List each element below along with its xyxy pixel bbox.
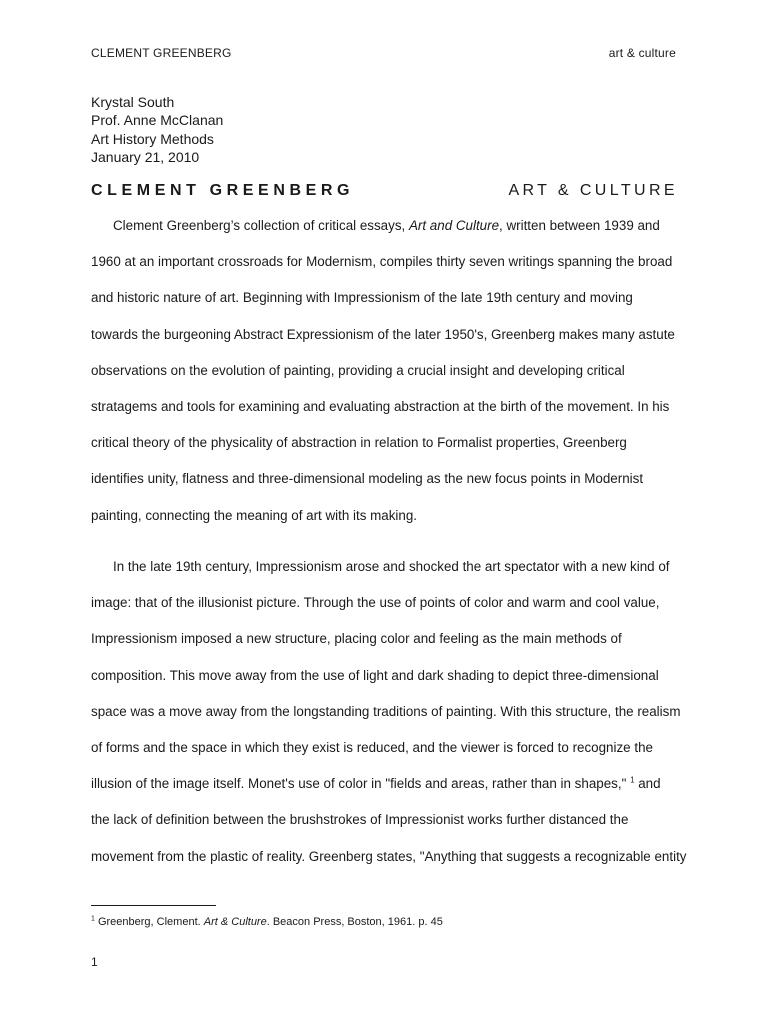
title-left: CLEMENT GREENBERG xyxy=(91,182,355,199)
document-date: January 21, 2010 xyxy=(91,148,200,165)
text-run: , written between 1939 and xyxy=(499,218,660,233)
header-left-text: CLEMENT GREENBERG xyxy=(91,46,232,60)
paragraph-line: composition. This move away from the use of light and dark shading to depict three-dimensional xyxy=(91,667,659,683)
paragraph-line xyxy=(91,208,683,244)
footnote xyxy=(91,916,443,928)
title-right: ART & CULTURE xyxy=(508,182,678,199)
paragraph-line: observations on the evolution of painting, providing a crucial insight and developing critical xyxy=(91,362,625,378)
author-block xyxy=(91,93,223,166)
professor-name: Prof. Anne McClanan xyxy=(91,112,224,129)
header-right-text: art & culture xyxy=(608,46,676,60)
paragraph-line: identifies unity, flatness and three-dimensional modeling as the new focus points in Modernist xyxy=(91,471,644,487)
paragraph-line: stratagems and tools for examining and evaluating abstraction at the birth of the movement. In his xyxy=(91,398,670,414)
paragraph-2 xyxy=(91,549,687,875)
paragraph-line: 1960 at an important crossroads for Modernism, compiles thirty seven writings spanning the broad xyxy=(91,254,673,270)
course-name: Art History Methods xyxy=(91,130,214,147)
paragraph-line xyxy=(91,766,683,802)
paragraph-line: towards the burgeoning Abstract Expressionism of the later 1950's, Greenberg makes many astute xyxy=(91,326,675,342)
book-title-italic: Art and Culture xyxy=(408,218,500,233)
paragraph-line: space was a move away from the longstanding traditions of painting. With this structure, the realism xyxy=(91,703,681,719)
footnote-book-title: Art & Culture xyxy=(203,916,267,928)
text-run: Clement Greenberg’s collection of critical essays, xyxy=(113,218,409,233)
text-run: Greenberg, Clement. xyxy=(94,916,204,928)
paragraph-line: of forms and the space in which they exist is reduced, and the viewer is forced to recognize the xyxy=(91,739,653,755)
page-number: 1 xyxy=(91,955,98,969)
text-run: . Beacon Press, Boston, 1961. p. 45 xyxy=(266,916,443,928)
paragraph-line: critical theory of the physicality of abstraction in relation to Formalist properties, Greenberg xyxy=(91,435,627,451)
paragraph-line: movement from the plastic of reality. Greenberg states, "Anything that suggests a recognizable entity xyxy=(91,848,687,864)
text-run: and xyxy=(634,776,661,792)
paragraph-line: image: that of the illusionist picture. Through the use of points of color and warm and cool value, xyxy=(91,595,660,611)
paragraph-1 xyxy=(91,208,683,534)
text-run: illusion of the image itself. Monet's use of color in "fields and areas, rather than in shapes," xyxy=(91,776,631,792)
paragraph-line: and historic nature of art. Beginning with Impressionism of the late 19th century and moving xyxy=(91,290,633,306)
footnote-reference[interactable]: 1 xyxy=(630,775,635,785)
paragraph-line: In the late 19th century, Impressionism arose and shocked the art spectator with a new kind of xyxy=(113,559,670,574)
student-name: Krystal South xyxy=(91,94,175,110)
paragraph-line: the lack of definition between the brushstrokes of Impressionist works further distanced the xyxy=(91,812,629,828)
paragraph-line: Impressionism imposed a new structure, placing color and feeling as the main methods of xyxy=(91,631,622,647)
paragraph-line: painting, connecting the meaning of art with its making. xyxy=(91,507,418,523)
footnote-divider xyxy=(91,905,216,906)
footnote-number: 1 xyxy=(91,915,95,923)
